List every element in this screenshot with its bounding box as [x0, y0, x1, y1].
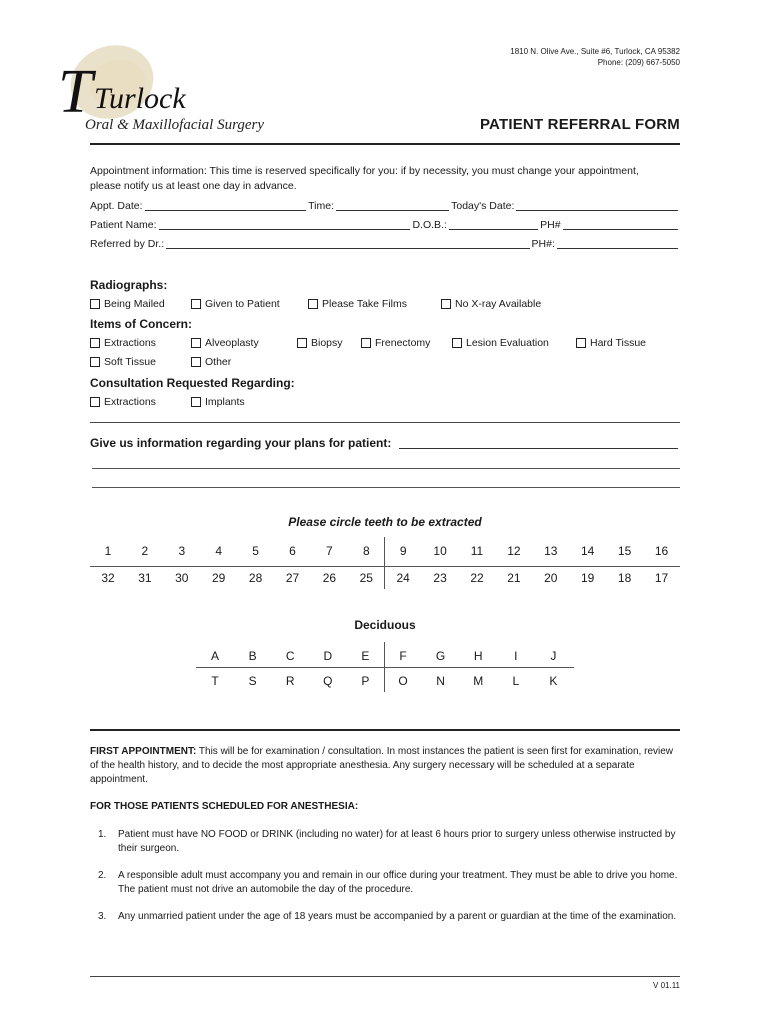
deciduous-tooth[interactable]: F	[399, 649, 407, 663]
tooth-number[interactable]: 24	[396, 571, 410, 585]
referred-field[interactable]	[166, 238, 529, 249]
tooth-number[interactable]: 17	[654, 571, 669, 585]
deciduous-tooth[interactable]: N	[436, 674, 445, 688]
section-divider	[90, 422, 680, 423]
tooth-number[interactable]: 11	[470, 544, 484, 558]
tooth-number[interactable]: 8	[362, 544, 370, 558]
plans-field-2[interactable]	[92, 467, 680, 469]
tooth-number[interactable]: 5	[252, 544, 259, 558]
checkbox-icon	[576, 338, 586, 348]
tooth-number[interactable]: 26	[322, 571, 337, 585]
tooth-number[interactable]: 29	[212, 571, 226, 585]
radiographs-title: Radiographs:	[90, 278, 168, 292]
dob-label: D.O.B.:	[412, 219, 447, 231]
checkbox-alveoplasty[interactable]: Alveoplasty	[191, 337, 259, 349]
deciduous-tooth[interactable]: C	[285, 649, 295, 663]
tooth-number[interactable]: 20	[544, 571, 558, 585]
deciduous-tooth[interactable]: B	[248, 649, 257, 663]
tooth-number[interactable]: 10	[433, 544, 447, 558]
tooth-number[interactable]: 22	[470, 571, 484, 585]
deciduous-tooth[interactable]: M	[473, 674, 484, 688]
time-label: Time:	[308, 200, 334, 212]
list-item: 1. Patient must have NO FOOD or DRINK (including no water) for at least 6 hours prior to surgery unless otherwise instructed by their surgeon.	[98, 829, 676, 854]
checkbox-icon	[90, 338, 100, 348]
deciduous-tooth[interactable]: S	[248, 674, 257, 688]
patient-row	[90, 219, 680, 231]
tooth-number[interactable]: 9	[399, 544, 407, 558]
info-divider	[90, 729, 680, 731]
tooth-number[interactable]: 25	[359, 571, 373, 585]
tooth-number[interactable]: 7	[326, 544, 333, 558]
teeth-horizontal-divider	[90, 566, 680, 567]
dob-field[interactable]	[449, 219, 538, 230]
todays-date-field[interactable]	[516, 200, 678, 211]
tooth-number[interactable]: 1	[104, 544, 112, 558]
patient-name-label: Patient Name:	[90, 219, 157, 231]
ph-field[interactable]	[563, 219, 678, 230]
tooth-number[interactable]: 3	[178, 544, 186, 558]
svg-text:T: T	[58, 58, 93, 126]
tooth-number[interactable]: 27	[285, 571, 300, 585]
teeth-title: Please circle teeth to be extracted	[288, 515, 482, 529]
tooth-number[interactable]: 19	[581, 571, 595, 585]
checkbox-icon	[90, 299, 100, 309]
checkbox-consult-extractions[interactable]: Extractions	[90, 396, 156, 408]
tooth-number[interactable]: 2	[141, 544, 149, 558]
time-field[interactable]	[336, 200, 449, 211]
checkbox-consult-implants[interactable]: Implants	[191, 396, 245, 408]
checkbox-icon	[191, 299, 201, 309]
deciduous-tooth[interactable]: P	[361, 674, 370, 688]
tooth-number[interactable]: 21	[507, 571, 521, 585]
checkbox-soft-tissue[interactable]: Soft Tissue	[90, 356, 156, 368]
tooth-number[interactable]: 6	[289, 544, 296, 558]
checkbox-no-xray[interactable]: No X-ray Available	[441, 298, 541, 310]
checkbox-biopsy[interactable]: Biopsy	[297, 337, 343, 349]
tooth-number[interactable]: 30	[175, 571, 189, 585]
appointment-intro: Appointment information: This time is reserved specifically for you: if by necessity, you must change your appointment, please notify us at least one day in advance.	[90, 165, 639, 192]
consultation-title: Consultation Requested Regarding:	[90, 376, 295, 390]
deciduous-tooth[interactable]: T	[211, 674, 219, 688]
dec-horizontal-divider	[196, 667, 574, 668]
tooth-number[interactable]: 16	[654, 544, 669, 558]
deciduous-tooth[interactable]: K	[549, 674, 558, 688]
version-label: V 01.11	[653, 981, 680, 990]
referral-row	[90, 238, 680, 250]
checkbox-icon	[90, 357, 100, 367]
patient-name-field[interactable]	[159, 219, 411, 230]
checkbox-icon	[308, 299, 318, 309]
tooth-number[interactable]: 14	[581, 544, 595, 558]
tooth-number[interactable]: 13	[544, 544, 558, 558]
first-appointment-text: FIRST APPOINTMENT: This will be for examination / consultation. In most instances the patient is seen first for examination, review of the health history, and to decide the most appropriate anesthesia. Any surgery necessary will be scheduled at a separate appointment.	[90, 746, 674, 785]
deciduous-tooth[interactable]: J	[550, 649, 557, 663]
practice-address: 1810 N. Olive Ave., Suite #6, Turlock, CA 95382	[510, 47, 680, 56]
first-appointment-label: FIRST APPOINTMENT:	[90, 746, 197, 757]
deciduous-tooth[interactable]: G	[435, 649, 446, 663]
tooth-number[interactable]: 15	[617, 544, 632, 558]
checkbox-icon	[90, 397, 100, 407]
plans-field-3[interactable]	[92, 486, 680, 488]
list-item: 3. Any unmarried patient under the age of 18 years must be accompanied by a parent or guardian at the time of the examination.	[98, 911, 677, 922]
tooth-number[interactable]: 12	[507, 544, 521, 558]
checkbox-frenectomy[interactable]: Frenectomy	[361, 337, 430, 349]
referred-label: Referred by Dr.:	[90, 238, 165, 250]
checkbox-icon	[297, 338, 307, 348]
deciduous-tooth[interactable]: L	[512, 674, 520, 688]
appt-date-field[interactable]	[145, 200, 307, 211]
checkbox-icon	[191, 397, 201, 407]
dec-vertical-divider	[384, 642, 385, 692]
checkbox-other[interactable]: Other	[191, 356, 231, 368]
appt-date-label: Appt. Date:	[90, 200, 143, 212]
checkbox-icon	[452, 338, 462, 348]
deciduous-tooth[interactable]: Q	[323, 674, 333, 688]
concern-title: Items of Concern:	[90, 317, 193, 331]
deciduous-tooth[interactable]: O	[398, 674, 408, 688]
checkbox-please-take-films[interactable]: Please Take Films	[308, 298, 407, 310]
footer-divider	[90, 976, 680, 977]
checkbox-being-mailed[interactable]: Being Mailed	[90, 298, 165, 310]
checkbox-icon	[441, 299, 451, 309]
tooth-number[interactable]: 31	[138, 571, 152, 585]
tooth-number[interactable]: 18	[617, 571, 632, 585]
checkbox-given-to-patient[interactable]: Given to Patient	[191, 298, 280, 310]
tooth-number[interactable]: 4	[215, 544, 223, 558]
logo-subtitle: Oral & Maxillofacial Surgery	[85, 117, 265, 133]
tooth-number[interactable]: 28	[248, 571, 263, 585]
ph-label: PH#	[540, 219, 561, 231]
form-title: PATIENT REFERRAL FORM	[479, 116, 680, 133]
anesthesia-title: FOR THOSE PATIENTS SCHEDULED FOR ANESTHESIA:	[90, 801, 359, 812]
logo-main-text: Turlock	[94, 82, 186, 115]
deciduous-tooth[interactable]: A	[210, 649, 219, 663]
todays-date-label: Today's Date:	[451, 200, 515, 212]
checkbox-icon	[191, 338, 201, 348]
checkbox-lesion-evaluation[interactable]: Lesion Evaluation	[452, 337, 549, 349]
plans-row	[90, 436, 680, 450]
deciduous-tooth[interactable]: E	[361, 649, 370, 663]
teeth-vertical-divider	[384, 537, 385, 589]
deciduous-tooth[interactable]: D	[323, 649, 333, 663]
checkbox-icon	[191, 357, 201, 367]
practice-phone: Phone: (209) 667-5050	[597, 58, 680, 67]
deciduous-title: Deciduous	[354, 618, 416, 632]
checkbox-icon	[361, 338, 371, 348]
title-divider	[90, 143, 680, 145]
ph2-label: PH#:	[531, 238, 555, 250]
tooth-number[interactable]: 23	[433, 571, 447, 585]
deciduous-tooth[interactable]: I	[514, 649, 518, 663]
checkbox-extractions[interactable]: Extractions	[90, 337, 156, 349]
appointment-row	[90, 200, 680, 212]
list-item: 2. A responsible adult must accompany you and remain in our office during your treatment. They must be able to drive you home. The patient must not drive an automobile the day of the procedure.	[98, 870, 678, 895]
tooth-number[interactable]: 32	[101, 571, 115, 585]
ph2-field[interactable]	[557, 238, 678, 249]
plans-field-1[interactable]	[399, 438, 678, 449]
deciduous-tooth[interactable]: R	[285, 674, 295, 688]
checkbox-hard-tissue[interactable]: Hard Tissue	[576, 337, 646, 349]
plans-label: Give us information regarding your plans for patient:	[90, 436, 392, 450]
deciduous-tooth[interactable]: H	[473, 649, 483, 663]
